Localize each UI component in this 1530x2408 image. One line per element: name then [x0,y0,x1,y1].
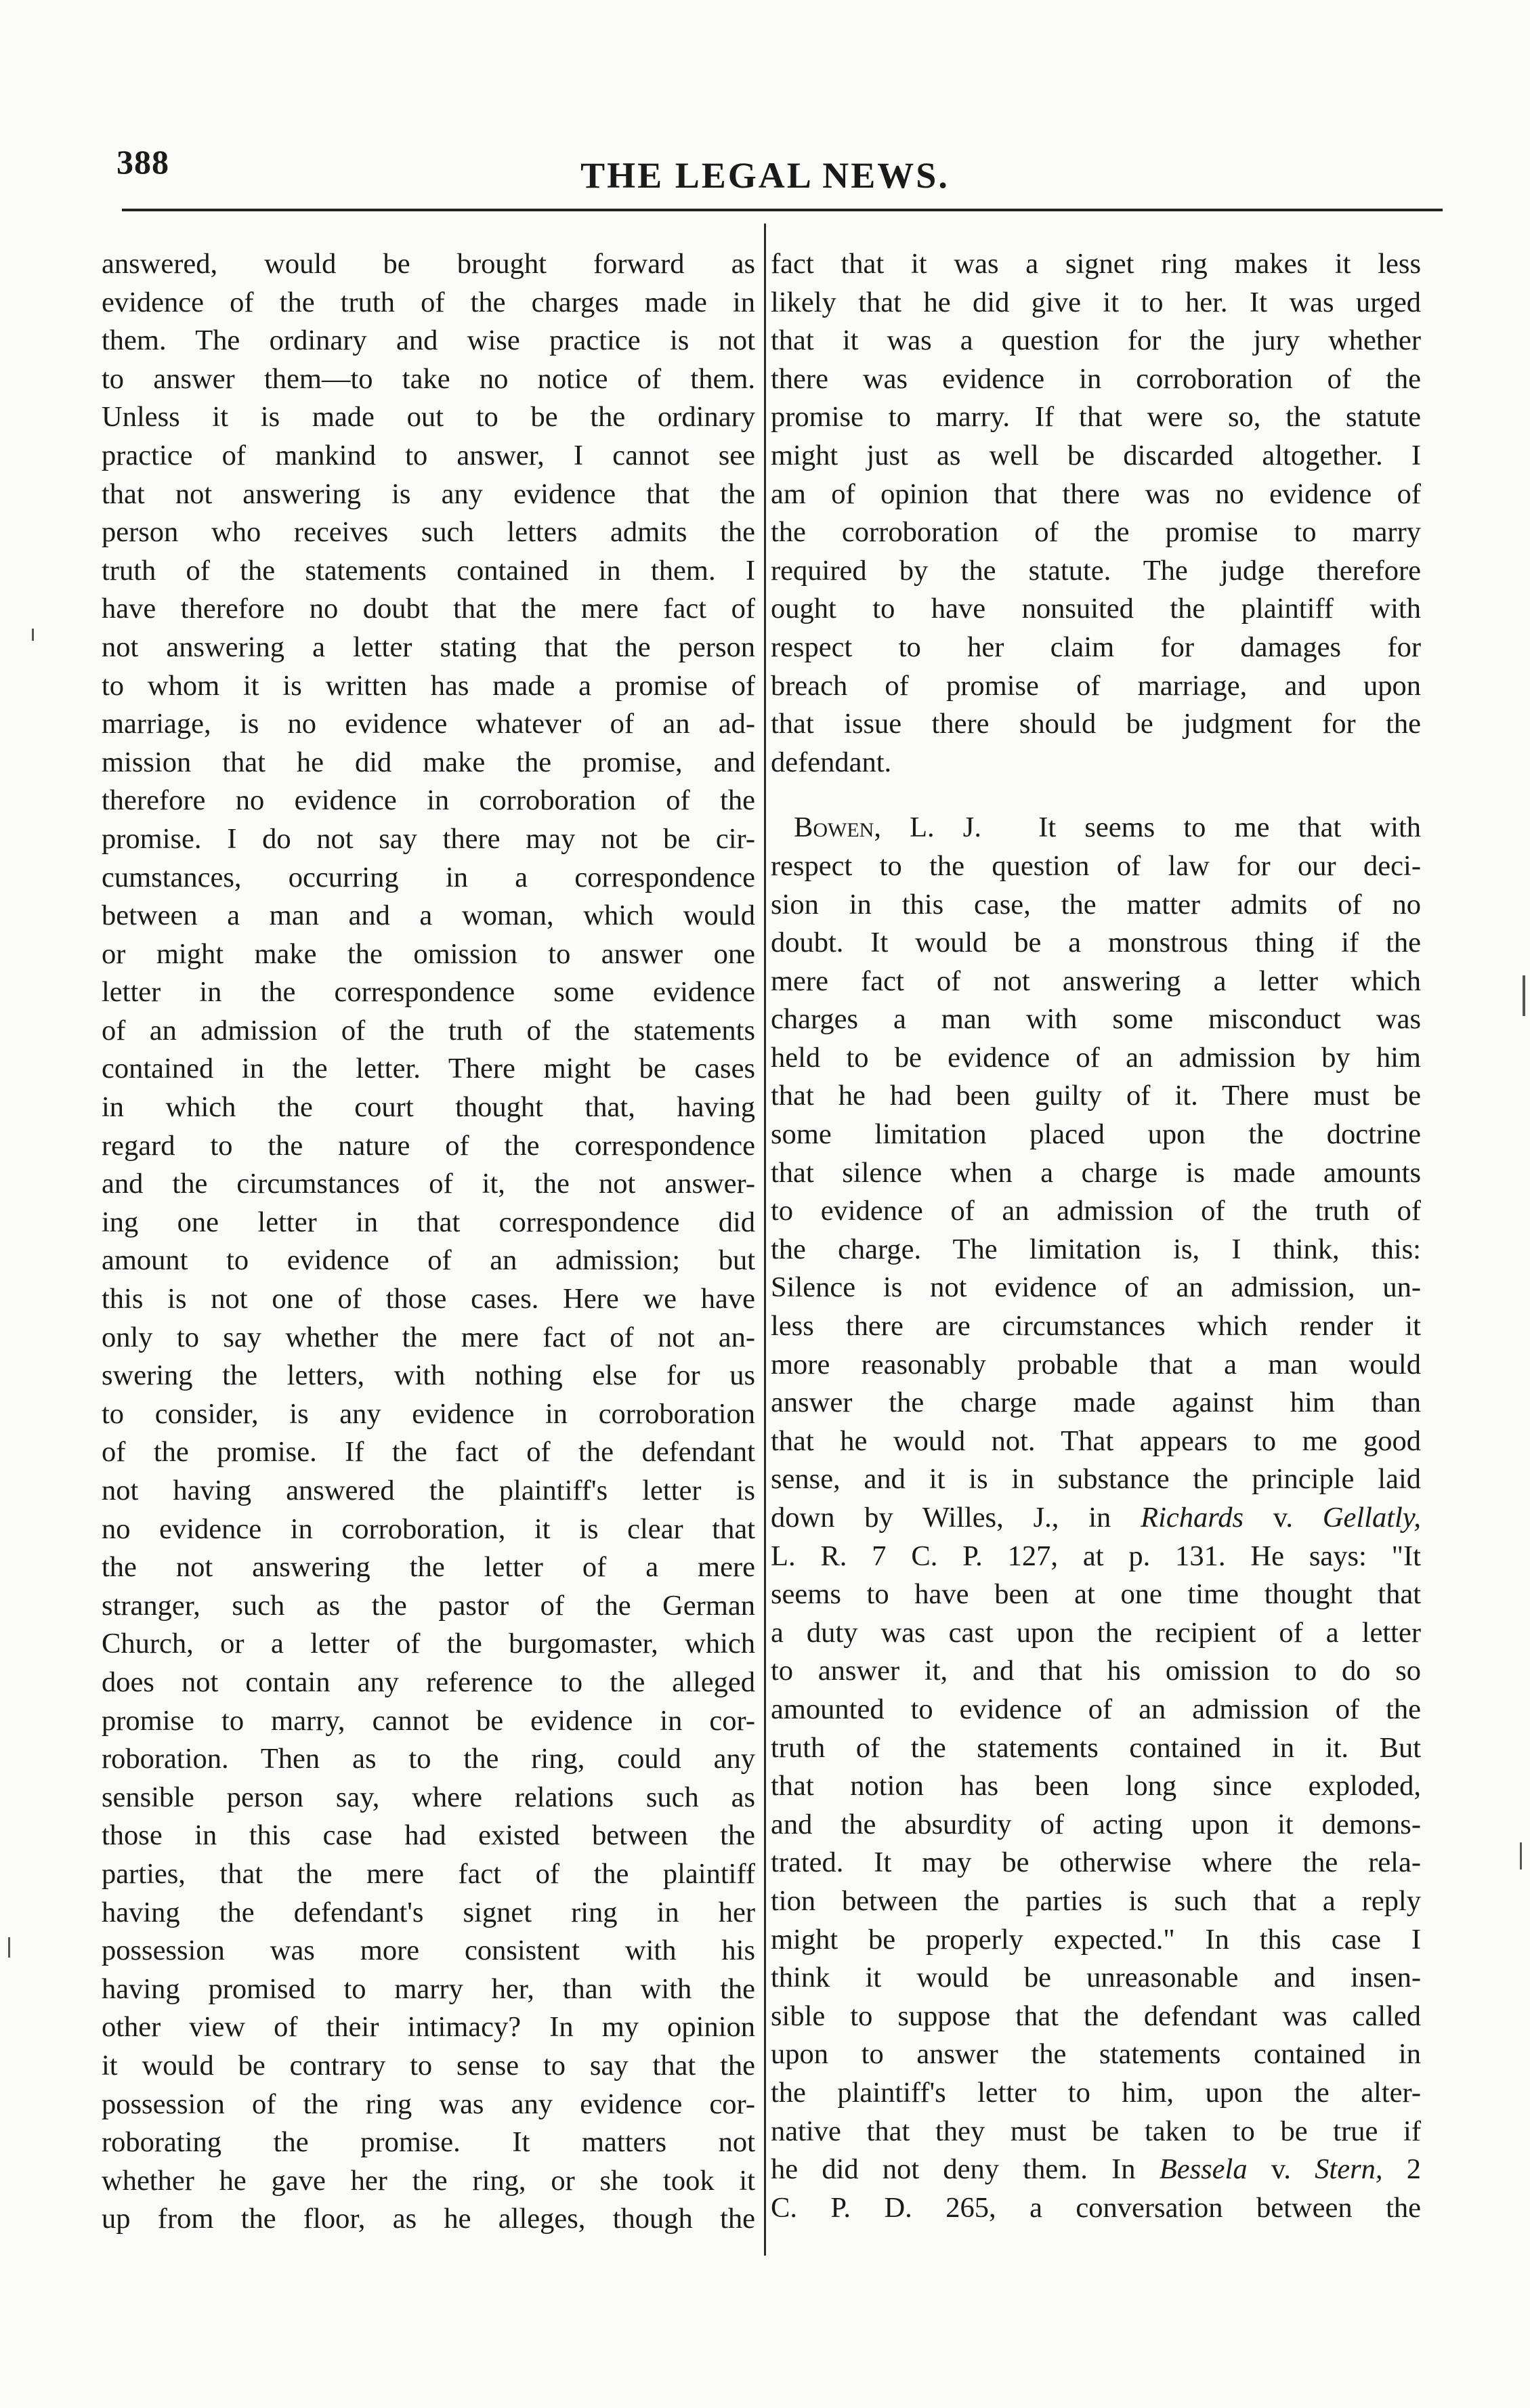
text-line: stranger, such as the pastor of the German [102,1589,755,1622]
text-line: might be properly expected." In this case I [771,1923,1421,1956]
text-fragment: he did not deny them. In [771,2153,1136,2186]
citation-line [771,1499,1421,1538]
text-line: amount to evidence of an admission; but [102,1244,755,1277]
text-line: am of opinion that there was no evidence of [771,478,1421,510]
text-line: sible to suppose that the defendant was called [771,2000,1421,2032]
text-line: or might make the omission to answer one [102,937,755,970]
text-fragment: 2 [1406,2153,1421,2186]
text-fragment: v. [1271,2153,1291,2186]
speaker-line [771,809,1421,847]
text-line: it would be contrary to sense to say that the [102,2049,755,2082]
scan-speck [32,629,34,641]
header-rule [122,209,1443,211]
text-line: less there are circumstances which render it [771,1310,1421,1343]
text-line: regard to the nature of the correspondence [102,1129,755,1162]
text-line: C. P. D. 265, a conversation between the [771,2191,1421,2224]
text-line: of the promise. If the fact of the defendant [102,1436,755,1469]
text-line: swering the letters, with nothing else for us [102,1359,755,1392]
running-head-title: THE LEGAL NEWS. [580,155,950,196]
text-line: respect to her claim for damages for [771,631,1421,663]
text-line: roborating the promise. It matters not [102,2126,755,2159]
text-line: promise. I do not say there may not be cir- [102,822,755,855]
text-fragment: v. [1273,1502,1293,1534]
text-line: have therefore no doubt that the mere fact of [102,593,755,625]
text-line: and the circumstances of it, the not answer- [102,1168,755,1200]
text-line: Unless it is made out to be the ordinary [102,401,755,434]
text-line: not having answered the plaintiff's letter is [102,1475,755,1506]
text-line: of an admission of the truth of the statements [102,1014,755,1047]
text-line: sion in this case, the matter admits of no [771,888,1421,921]
text-line: not answering a letter stating that the person [102,631,755,663]
text-line: promise to marry. If that were so, the statute [771,401,1421,434]
text-line: contained in the letter. There might be cases [102,1053,755,1085]
speaker-name: Bowen, L. J. [794,811,981,844]
text-line: ought to have nonsuited the plaintiff with [771,593,1421,625]
text-line: in which the court thought that, having [102,1091,755,1124]
text-fragment: down by Willes, J., in [771,1502,1111,1534]
text-line: sense, and it is in substance the principle laid [771,1463,1421,1496]
case-name: Stern, [1315,2153,1383,2186]
text-line: cumstances, occurring in a correspondence [102,861,755,893]
text-line: whether he gave her the ring, or she took it [102,2164,755,2197]
text-line: trated. It may be otherwise where the rela- [771,1846,1421,1879]
text-line: fact that it was a signet ring makes it less [771,248,1421,280]
text-line: sensible person say, where relations such as [102,1781,755,1813]
text-line: the charge. The limitation is, I think, this: [771,1233,1421,1265]
text-line: to consider, is any evidence in corroboration [102,1397,755,1430]
scan-speck [1520,1842,1522,1870]
text-line: only to say whether the mere fact of not an- [102,1321,755,1353]
text-line: possession of the ring was any evidence cor- [102,2088,755,2120]
text-line: roboration. Then as to the ring, could any [102,1743,755,1775]
text-line: the plaintiff's letter to him, upon the alter- [771,2076,1421,2109]
text-line: other view of their intimacy? In my opinion [102,2011,755,2044]
case-name: Richards [1141,1502,1244,1534]
text-line: think it would be unreasonable and insen- [771,1962,1421,1994]
text-line: mission that he did make the promise, and [102,746,755,778]
text-line: there was evidence in corroboration of the [771,362,1421,395]
text-line: truth of the statements contained in it. But [771,1731,1421,1764]
text-line: defendant. [771,746,892,778]
text-line: a duty was cast upon the recipient of a letter [771,1616,1421,1649]
text-line: that silence when a charge is made amounts [771,1156,1421,1189]
text-line: held to be evidence of an admission by him [771,1041,1421,1074]
text-line: Church, or a letter of the burgomaster, which [102,1628,755,1660]
text-line: this is not one of those cases. Here we have [102,1283,755,1315]
paragraph-gap [771,782,1421,809]
text-line: the not answering the letter of a mere [102,1551,755,1584]
text-line: native that they must be taken to be true if [771,2115,1421,2147]
text-line: that notion has been long since exploded, [771,1770,1421,1802]
text-line: having promised to marry her, than with the [102,1972,755,2005]
text-line: more reasonably probable that a man would [771,1348,1421,1380]
text-line: to answer them—to take no notice of them. [102,362,755,395]
text-line: to evidence of an admission of the truth of [771,1195,1421,1227]
column-divider [764,224,766,2256]
text-line: and the absurdity of acting upon it demons- [771,1808,1421,1840]
text-line: mere fact of not answering a letter which [771,965,1421,997]
text-line: possession was more consistent with his [102,1935,755,1967]
right-column [771,245,1421,2227]
text-line: having the defendant's signet ring in her [102,1896,755,1928]
text-line: tion between the parties is such that a reply [771,1884,1421,1917]
text-line: breach of promise of marriage, and upon [771,669,1421,702]
text-line: required by the statute. The judge therefore [771,554,1421,587]
text-line: that issue there should be judgment for the [771,708,1421,740]
text-line: up from the floor, as he alleges, though the [102,2203,755,2235]
text-line: charges a man with some misconduct was [771,1003,1421,1036]
scan-speck [1523,975,1525,1016]
text-line: doubt. It would be a monstrous thing if the [771,927,1421,959]
text-line: to answer it, and that his omission to do so [771,1655,1421,1687]
text-line: truth of the statements contained in them. I [102,554,755,587]
citation-line [771,2151,1421,2189]
text-line: Silence is not evidence of an admission, un- [771,1271,1421,1304]
text-line: letter in the correspondence some evidence [102,976,755,1009]
text-line: that he had been guilty of it. There must be [771,1080,1421,1112]
text-line: answered, would be brought forward as [102,248,755,280]
text-line: between a man and a woman, which would [102,900,755,932]
text-line: parties, that the mere fact of the plaintiff [102,1857,755,1890]
text-line: that it was a question for the jury whether [771,324,1421,357]
scan-speck [8,1937,10,1958]
text-line: therefore no evidence in corroboration of the [102,784,755,817]
text-line: ing one letter in that correspondence did [102,1206,755,1238]
text-line: upon to answer the statements contained in [771,2038,1421,2071]
text-line: answer the charge made against him than [771,1387,1421,1419]
case-name: Bessela [1159,2153,1248,2186]
text-line: likely that he did give it to her. It was urged [771,286,1421,318]
text-line: the corroboration of the promise to marry [771,516,1421,549]
text-line: practice of mankind to answer, I cannot see [102,439,755,471]
text-line: that he would not. That appears to me good [771,1424,1421,1457]
case-name: Gellatly, [1322,1502,1421,1534]
text-line: amounted to evidence of an admission of the [771,1693,1421,1725]
text-line: those in this case had existed between the [102,1819,755,1852]
text-line: does not contain any reference to the alleged [102,1666,755,1698]
text-line: to whom it is written has made a promise of [102,669,755,702]
text-line: some limitation placed upon the doctrine [771,1118,1421,1151]
text-line: that not answering is any evidence that the [102,478,755,510]
text-line: marriage, is no evidence whatever of an ad- [102,708,755,740]
page-number: 388 [116,143,169,181]
text-line: respect to the question of law for our deci- [771,849,1421,882]
text-line: evidence of the truth of the charges made in [102,286,755,318]
text-line: no evidence in corroboration, it is clear that [102,1513,755,1545]
text-line: promise to marry, cannot be evidence in cor- [102,1704,755,1737]
text-line: seems to have been at one time thought that [771,1578,1421,1611]
text-line: might just as well be discarded altogether. I [771,439,1421,471]
text-line: them. The ordinary and wise practice is not [102,324,755,357]
text-line: L. R. 7 C. P. 127, at p. 131. He says: "It [771,1540,1421,1572]
text-fragment: It seems to me that with [1038,811,1421,844]
text-line: person who receives such letters admits the [102,516,755,549]
left-column [102,245,755,2239]
